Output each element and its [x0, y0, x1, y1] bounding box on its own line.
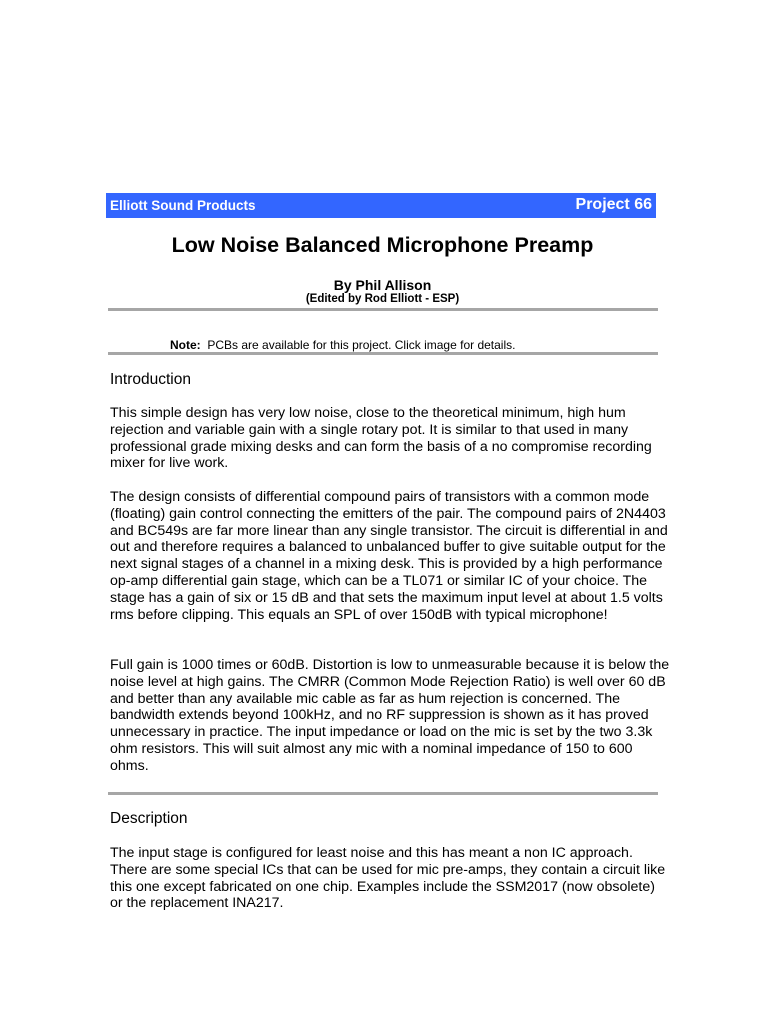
editor-line: (Edited by Rod Elliott - ESP) [305, 293, 460, 305]
page-title: Low Noise Balanced Microphone Preamp [171, 233, 594, 257]
divider-section [108, 792, 658, 795]
divider-note [108, 352, 658, 355]
pcb-note[interactable] [170, 338, 515, 352]
description-heading: Description [110, 810, 188, 827]
author-line: By Phil Allison [333, 277, 432, 293]
intro-paragraph-3: Full gain is 1000 times or 60dB. Distortion is low to unmeasurable because it is below the noise level at high gains. The CMRR (Common Mode Rejection Ratio) is well over 60 dB and better than any available mic cable as far as hum rejection is concerned. The bandwidth extends beyond 100kHz, and no RF suppression is shown as it has proved unnecessary in practice. The input impedance or load on the mic is set by the two 3.3k ohm resistors. This will suit almost any mic with a nominal impedance of 150 to 600 ohms. [110, 657, 670, 774]
project-number: Project 66 [575, 196, 652, 213]
header-banner [106, 193, 656, 218]
intro-paragraph-1: This simple design has very low noise, close to the theoretical minimum, high hum rejection and variable gain with a single rotary pot. It is similar to that used in many professional grade mixing desks and can form the basis of a no compromise recording mixer for live work. [110, 405, 652, 472]
introduction-heading: Introduction [110, 371, 191, 388]
intro-paragraph-2: The design consists of differential compound pairs of transistors with a common mode (floating) gain control connecting the emitters of the pair. The compound pairs of 2N4403 and BC549s are far more linear than any single transistor. The circuit is differential in and out and therefore requires a balanced to unbalanced buffer to give suitable output for the next signal stages of a channel in a mixing desk. This is provided by a high performance op-amp differential gain stage, which can be a TL071 or similar IC of your choice. The stage has a gain of six or 15 dB and that sets the maximum input level at about 1.5 volts rms before clipping. This equals an SPL of over 150dB with typical microphone! [110, 489, 668, 623]
site-name[interactable]: Elliott Sound Products [110, 198, 256, 213]
note-text: PCBs are available for this project. Click image for details. [207, 338, 516, 352]
divider-top [108, 308, 658, 311]
description-paragraph-1: The input stage is configured for least noise and this has meant a non IC approach. There are some special ICs that can be used for mic pre-amps, they contain a circuit like this one except fabricated on one chip. Examples include the SSM2017 (now obsolete) or the replacement INA217. [110, 845, 666, 912]
note-label: Note: [170, 338, 201, 352]
